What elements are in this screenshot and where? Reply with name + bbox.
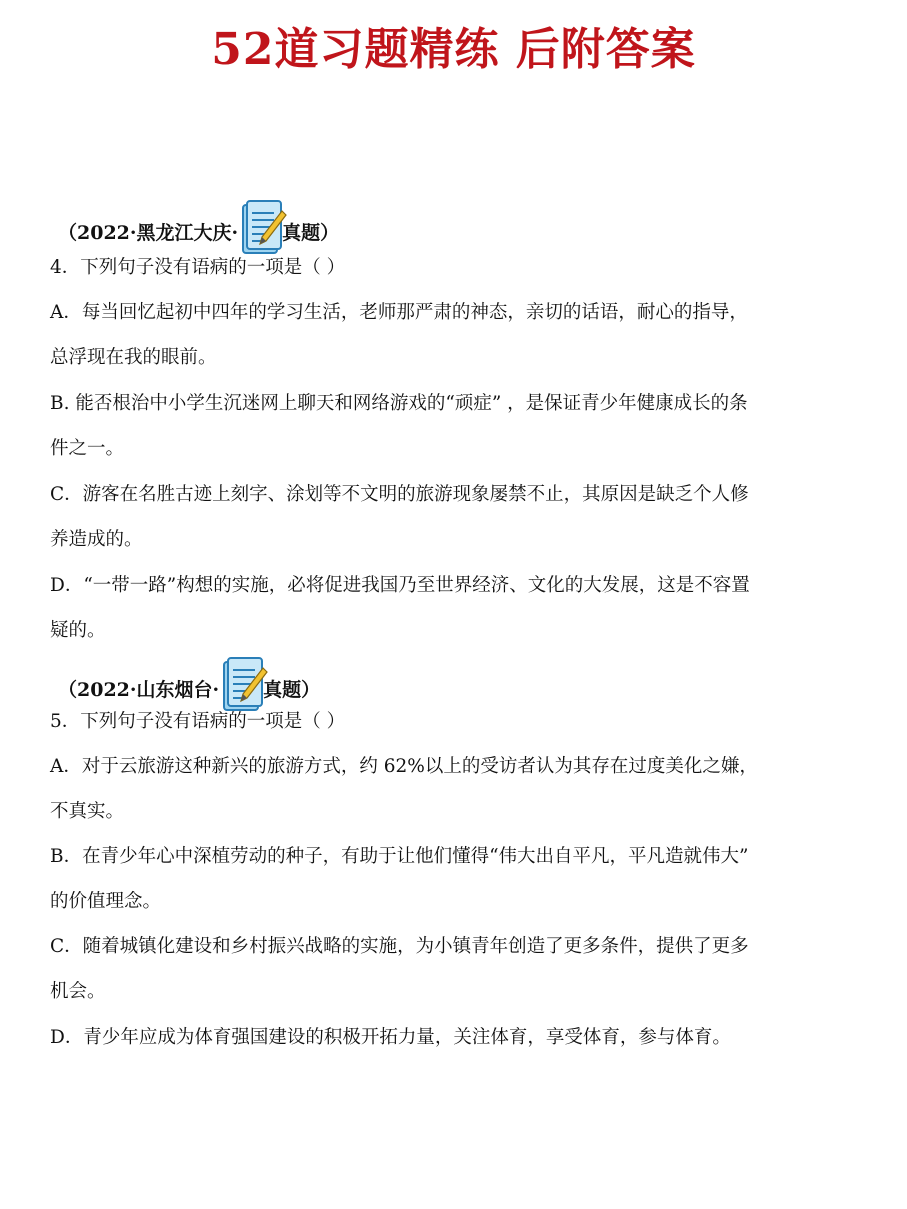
source-suffix: 真题） — [282, 222, 340, 244]
option-d-line-1: D．“一带一路”构想的实施，必将促进我国乃至世界经济、文化的大发展，这是不容置 — [50, 575, 750, 596]
option-a-line-1: A．对于云旅游这种新兴的旅游方式，约 62%以上的受访者认为其存在过度美化之嫌， — [50, 756, 758, 777]
option-a-line-2: 总浮现在我的眼前。 — [50, 347, 217, 368]
option-d-line-1: D．青少年应成为体育强国建设的积极开拓力量，关注体育，享受体育，参与体育。 — [50, 1027, 731, 1048]
option-a-line-1: A．每当回忆起初中四年的学习生活，老师那严肃的神态，亲切的话语，耐心的指导， — [50, 302, 748, 323]
question-stem: 5．下列句子没有语病的一项是（ ） — [50, 711, 346, 732]
option-d-line-2: 疑的。 — [50, 620, 106, 641]
option-c-line-2: 机会。 — [50, 981, 106, 1002]
option-b-line-1: B. 能否根治中小学生沉迷网上聊天和网络游戏的“顽症” ，是保证青少年健康成长的条 — [50, 393, 748, 414]
option-b-line-2: 的价值理念。 — [50, 891, 162, 912]
question-stem: 4．下列句子没有语病的一项是（ ） — [50, 257, 346, 278]
option-c-line-1: C．游客在名胜古迹上刻字、涂划等不文明的旅游现象屡禁不止，其原因是缺乏个人修 — [50, 484, 749, 505]
source-prefix: （2022·黑龙江大庆· — [58, 222, 239, 244]
option-c-line-2: 养造成的。 — [50, 529, 143, 550]
source-suffix: 真题） — [263, 679, 321, 701]
notepad-pencil-icon — [240, 205, 286, 261]
option-b-line-2: 件之一。 — [50, 438, 125, 459]
option-b-line-1: B．在青少年心中深植劳动的种子，有助于让他们懂得“伟大出自平凡，平凡造就伟大” — [50, 846, 749, 867]
question-source — [58, 205, 339, 261]
option-a-line-2: 不真实。 — [50, 801, 125, 822]
option-c-line-1: C．随着城镇化建设和乡村振兴战略的实施，为小镇青年创造了更多条件，提供了更多 — [50, 936, 749, 957]
page-title: 52道习题精练 后附答案 — [211, 24, 696, 75]
source-prefix: （2022·山东烟台· — [58, 679, 220, 701]
